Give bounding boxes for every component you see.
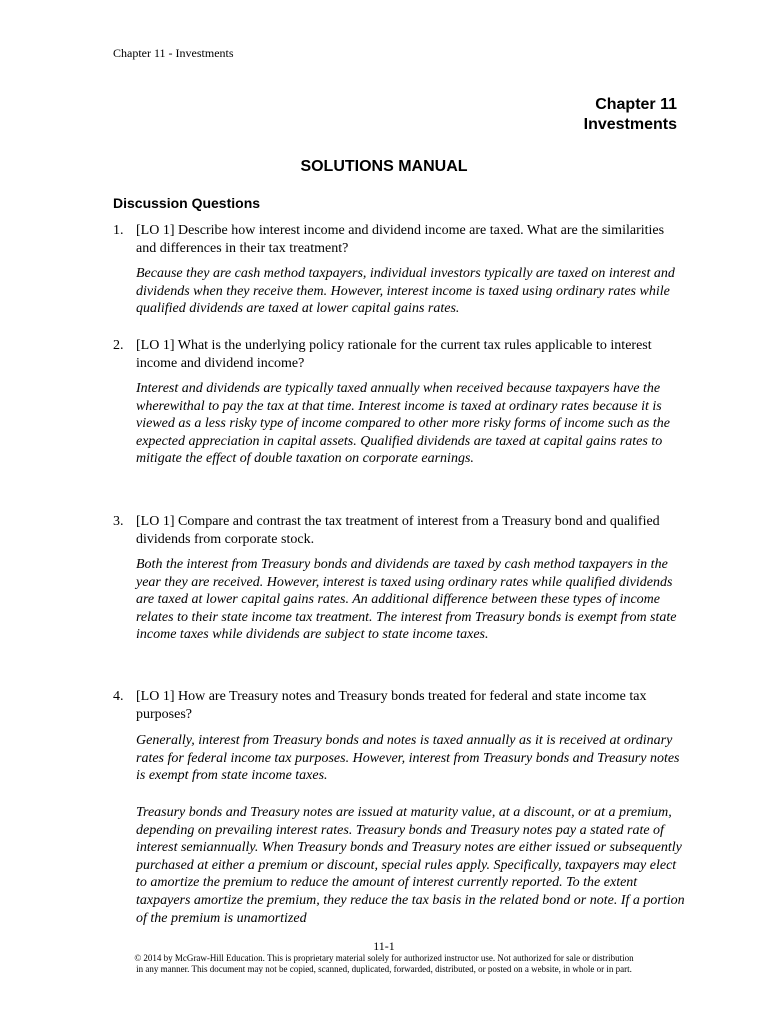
chapter-title-block [584,95,677,135]
question-text: [LO 1] Describe how interest income and dividend income are taxed. What are the similarities and differences in their tax treatment? [136,223,665,256]
answer-4b: Treasury bonds and Treasury notes are issued at maturity value, at a discount, or at a premium, depending on prevailing interest rates. Treasury bonds and Treasury notes pay a stated rate of interest semiannually. When Treasury bonds and Treasury notes are either issued or subsequently purchased at either a premium or discount, special rules apply. Specifically, taxpayers may elect to amortize the premium to reduce the amount of interest currently reported. To the extent taxpayers amortize the premium, they reduce the tax basis in the related bond or note. If a portion of the premium is unamortized [136,805,685,926]
chapter-number: Chapter 11 [595,96,677,113]
question-3 [113,513,673,548]
copyright-line-2: in any manner. This document may not be copied, scanned, duplicated, forwarded, distributed, or posted on a website, in whole or in part. [136,964,632,974]
question-2 [113,337,673,372]
chapter-title: Investments [583,116,677,133]
question-1 [113,222,673,257]
question-text: [LO 1] How are Treasury notes and Treasury bonds treated for federal and state income tax purposes? [136,689,647,722]
copyright-line-1: © 2014 by McGraw-Hill Education. This is proprietary material solely for authorized instructor use. Not authorized for sale or distribution [134,953,634,963]
running-header: Chapter 11 - Investments [113,46,234,60]
answer-4a: Generally, interest from Treasury bonds and notes is taxed annually as it is received at ordinary rates for federal income tax purposes. However, interest from Treasury bonds and Treasury notes is exempt from state income taxes. [136,733,680,784]
question-4 [113,688,673,723]
page-number: 11-1 [373,939,395,953]
question-number: 3. [113,514,124,529]
question-number: 1. [113,223,124,238]
answer-1: Because they are cash method taxpayers, individual investors typically are taxed on interest and dividends when they receive them. However, interest income is taxed using ordinary rates while qualified dividends are taxed at lower capital gains rates. [136,266,675,317]
copyright-notice [0,953,768,975]
question-number: 4. [113,689,124,704]
answer-3: Both the interest from Treasury bonds and dividends are taxed by cash method taxpayers in the year they are received. However, interest is taxed using ordinary rates while qualified dividends are taxed at lower capital gains rates. An additional difference between these types of income relates to their state income tax treatment. The interest from Treasury bonds is exempt from state income taxes while dividends are subject to state income taxes. [136,557,677,643]
section-heading: Discussion Questions [113,195,261,211]
question-number: 2. [113,338,124,353]
question-text: [LO 1] What is the underlying policy rationale for the current tax rules applicable to interest income and dividend income? [136,338,652,371]
answer-2: Interest and dividends are typically taxed annually when received because taxpayers have the wherewithal to pay the tax at that time. Interest income is taxed at ordinary rates because it is viewed as a less risky type of income compared to other more risky forms of income such as the expected appreciation in capital assets. Qualified dividends are taxed at capital gains rates to mitigate the effect of double taxation on corporate earnings. [136,381,670,467]
question-text: [LO 1] Compare and contrast the tax treatment of interest from a Treasury bond and qualified dividends from corporate stock. [136,514,660,547]
manual-title: SOLUTIONS MANUAL [300,158,468,175]
